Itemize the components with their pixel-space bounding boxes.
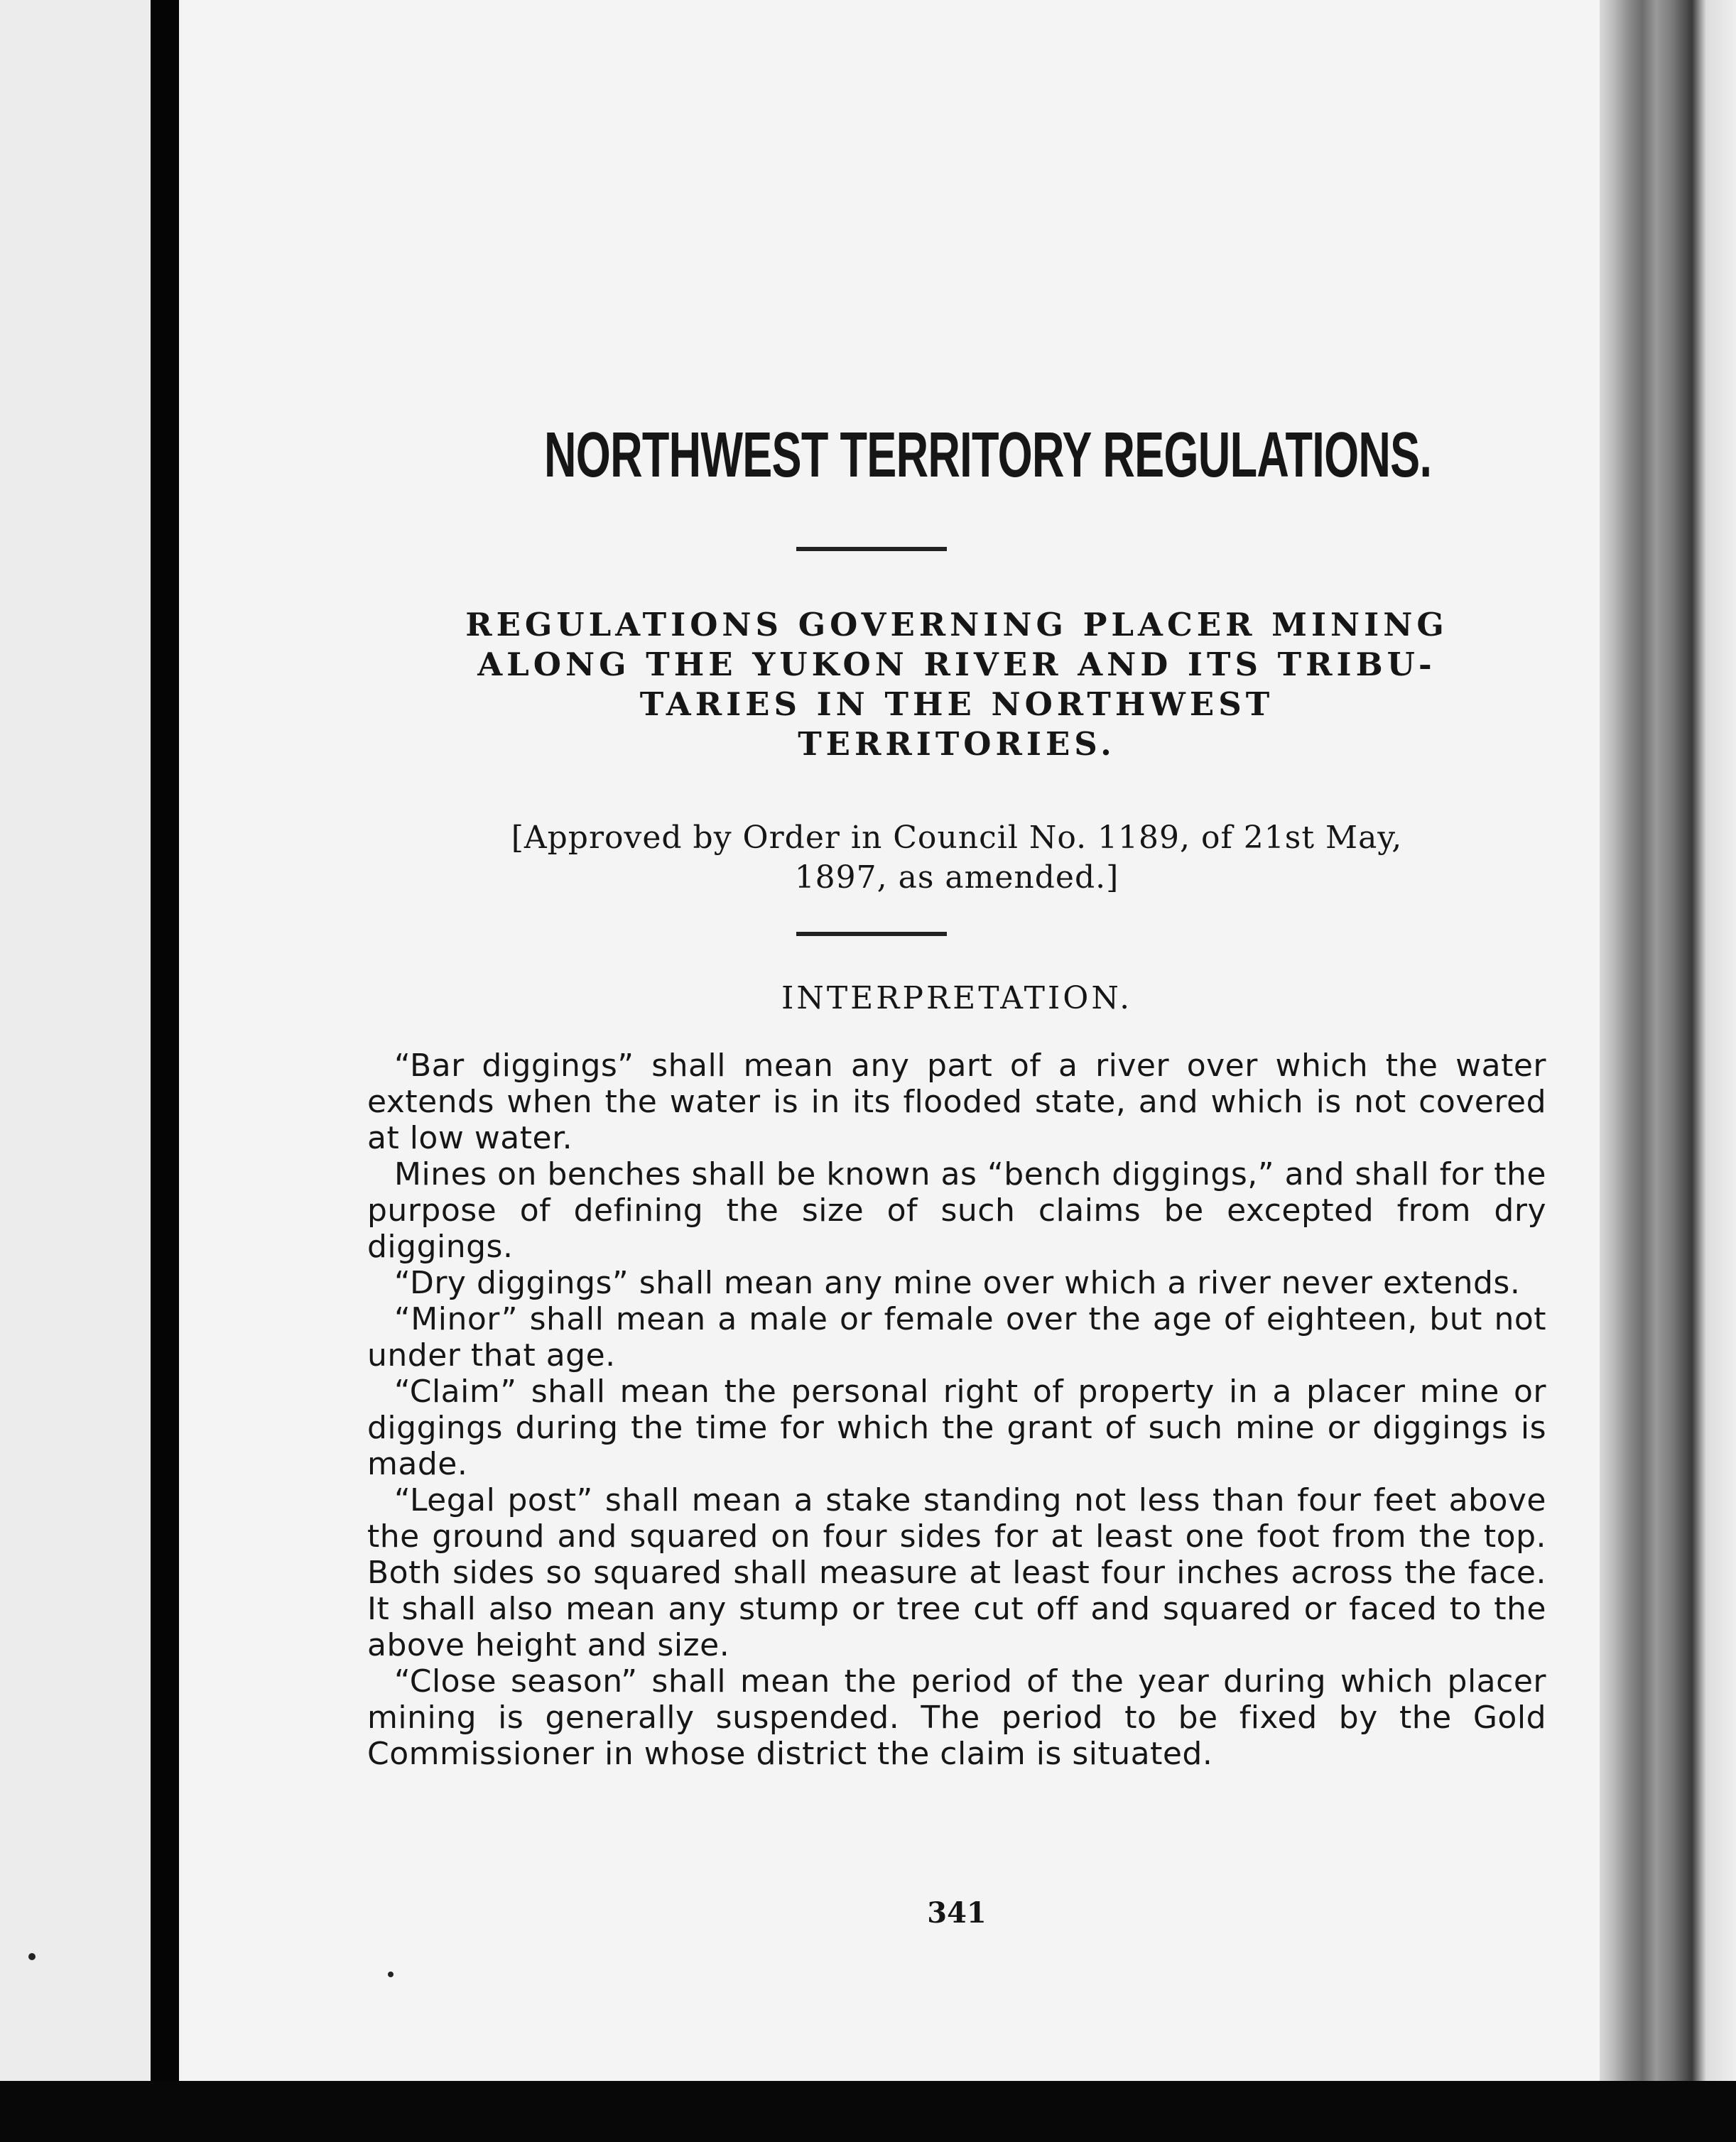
body-text bbox=[367, 1048, 1546, 1772]
approval-line: [Approved by Order in Council No. 1189, of 21st May, bbox=[511, 820, 1403, 856]
page-number: 341 bbox=[927, 1896, 987, 1930]
title-divider bbox=[796, 547, 947, 551]
previous-page-edge bbox=[0, 0, 151, 2081]
section-heading: INTERPRETATION. bbox=[781, 980, 1133, 1016]
paragraph-dry-diggings: “Dry diggings” shall mean any mine over which a river never extends. bbox=[394, 1265, 1521, 1301]
section-divider bbox=[796, 932, 947, 936]
approval-note bbox=[367, 818, 1546, 898]
paragraph-legal-post: “Legal post” shall mean a stake standing not less than four feet above the ground and squared on four sides for at least one foot from the top. Both sides so squared shall measure at least four inches across the face. It shall also mean any stump or tree cut off and squared or faced to the above height and size. bbox=[367, 1482, 1546, 1663]
book-page bbox=[179, 0, 1600, 2081]
approval-line: 1897, as amended.] bbox=[794, 859, 1119, 896]
paragraph-close-season: “Close season” shall mean the period of the year during which placer mining is generally suspended. The period to be fixed by the Gold Commissioner in whose district the claim is situated. bbox=[367, 1663, 1546, 1772]
paragraph-minor: “Minor” shall mean a male or female over the age of eighteen, but not under that age. bbox=[367, 1301, 1546, 1374]
paragraph-claim: “Claim” shall mean the personal right of property in a placer mine or diggings during the time for which the grant of such mine or diggings is made. bbox=[367, 1374, 1546, 1482]
subtitle-line: TARIES IN THE NORTHWEST bbox=[639, 685, 1274, 723]
bottom-border bbox=[0, 2081, 1736, 2142]
subtitle-line: ALONG THE YUKON RIVER AND ITS TRIBU- bbox=[477, 646, 1436, 683]
speck bbox=[388, 1972, 394, 1977]
subtitle bbox=[367, 605, 1546, 764]
paragraph-bench-diggings: Mines on benches shall be known as “bench diggings,” and shall for the purpose of defining the size of such claims be excepted from dry diggings. bbox=[367, 1156, 1546, 1265]
page-title: NORTHWEST TERRITORY REGULATIONS. bbox=[544, 420, 1432, 491]
subtitle-line: TERRITORIES. bbox=[798, 725, 1116, 763]
book-gutter bbox=[151, 0, 179, 2142]
paragraph-bar-diggings: “Bar diggings” shall mean any part of a river over which the water extends when the water is in its flooded state, and which is not covered at low water. bbox=[367, 1048, 1546, 1156]
speck bbox=[28, 1953, 36, 1960]
subtitle-line: REGULATIONS GOVERNING PLACER MINING bbox=[465, 606, 1448, 643]
page-stack-edge bbox=[1600, 0, 1736, 2081]
